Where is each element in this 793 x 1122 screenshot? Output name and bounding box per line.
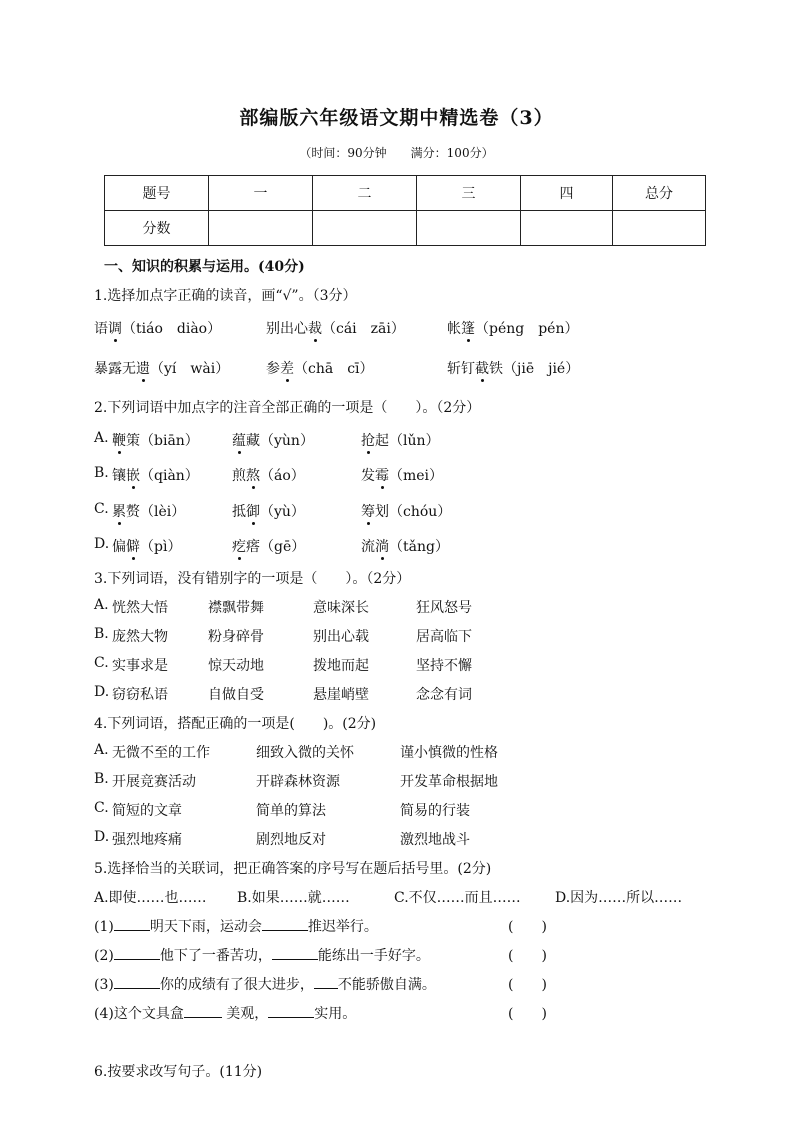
option-word: 狂风怒号 [416, 600, 472, 616]
q1-word-item [447, 318, 579, 338]
dotted-char: 御 [246, 504, 260, 520]
option-label: D. [94, 536, 110, 552]
dotted-char: 篷 [461, 321, 475, 337]
option-label: A. [94, 742, 109, 758]
question-3-stem: 3.下列词语，没有错别字的一项是（ ）。（2分） [94, 571, 411, 587]
score-cell[interactable] [313, 211, 417, 246]
option-label: A. [94, 597, 109, 613]
pinyin-options: （jiē jié） [503, 361, 580, 377]
exam-info: （时间：90分钟 满分：100分） [299, 146, 494, 160]
header-cell: 四 [521, 176, 613, 211]
score-table-header [105, 176, 706, 211]
option-word: 无微不至的工作 [112, 745, 210, 761]
header-cell: 三 [417, 176, 521, 211]
row-label: 分数 [105, 211, 209, 246]
option-word: 谨小慎微的性格 [400, 745, 498, 761]
score-cell[interactable] [613, 211, 706, 246]
option-label: D. [94, 684, 110, 700]
question-6-stem: 6.按要求改写句子。(11分) [94, 1064, 263, 1080]
word-text: 发 [361, 468, 375, 484]
option-word: 开发革命根据地 [400, 774, 498, 790]
conjunction-choice-d: D.因为……所以…… [555, 890, 683, 906]
answer-blank[interactable] [314, 974, 338, 989]
q1-word-item [94, 358, 229, 378]
header-cell: 题号 [105, 176, 209, 211]
item-number: (3) [94, 977, 114, 993]
answer-blank[interactable] [114, 974, 160, 989]
item-text: 实用。 [314, 1006, 357, 1022]
word-text: 藏 [246, 433, 260, 449]
pinyin-options: （biān） [140, 433, 199, 449]
pinyin-options: （gē） [260, 539, 306, 555]
option-word: 悬崖峭壁 [313, 687, 369, 703]
score-table [104, 175, 706, 246]
answer-blank[interactable] [114, 916, 150, 931]
dotted-char: 熬 [246, 468, 260, 484]
option-label: B. [94, 626, 109, 642]
option-word: 惊天动地 [208, 658, 264, 674]
fill-item-2 [94, 945, 430, 965]
item-text: 不能骄傲自满。 [337, 977, 436, 993]
option-word: 细致入微的关怀 [256, 745, 354, 761]
dotted-char: 蕴 [232, 433, 246, 449]
pinyin-options: （qiàn） [140, 468, 199, 484]
dotted-char: 筹 [361, 504, 375, 520]
option-word: 襟飘带舞 [208, 600, 264, 616]
word-text: 起 [375, 433, 389, 449]
pinyin-options: （tǎng） [389, 539, 449, 555]
pinyin-options: （yù） [260, 504, 305, 520]
q2-word-item [232, 501, 305, 521]
option-word: 开展竞赛活动 [112, 774, 196, 790]
conjunction-choice-a: A.即使……也…… [94, 890, 207, 906]
dotted-char: 僻 [126, 539, 140, 555]
answer-blank[interactable] [262, 916, 308, 931]
word-text: 偏 [112, 539, 126, 555]
question-5-stem: 5.选择恰当的关联词，把正确答案的序号写在题后括号里。(2分) [94, 861, 492, 877]
word-text: 镶 [112, 468, 126, 484]
answer-blank[interactable] [114, 945, 160, 960]
pinyin-options: （áo） [260, 468, 305, 484]
option-word: 实事求是 [112, 658, 168, 674]
item-number: (1) [94, 919, 114, 935]
dotted-char: 裁 [308, 321, 322, 337]
pinyin-options: （lèi） [140, 504, 186, 520]
word-text: 策 [126, 433, 140, 449]
q2-word-item [112, 465, 199, 485]
q2-word-item [361, 501, 451, 521]
dotted-char: 累 [112, 504, 126, 520]
word-text: 瘩 [246, 539, 260, 555]
q2-word-item [232, 536, 305, 556]
pinyin-options: （tiáo diào） [122, 321, 222, 337]
q2-word-item [112, 536, 181, 556]
option-word: 强烈地疼痛 [112, 832, 182, 848]
conjunction-choice-b: B.如果……就…… [237, 890, 350, 906]
option-word: 意味深长 [313, 600, 369, 616]
word-text: 斩钉 [447, 361, 475, 377]
word-text: 赘 [126, 504, 140, 520]
answer-paren[interactable]: ( ) [508, 948, 547, 964]
word-text: 语 [94, 321, 108, 337]
option-word: 拨地而起 [313, 658, 369, 674]
word-text: 暴露无 [94, 361, 136, 377]
fill-item-4 [94, 1003, 356, 1023]
item-text: 推迟举行。 [307, 919, 378, 935]
item-number: (4) [94, 1006, 114, 1022]
option-word: 简易的行装 [400, 803, 470, 819]
option-word: 居高临下 [416, 629, 472, 645]
dotted-char: 抢 [361, 433, 375, 449]
word-text: 参 [266, 361, 280, 377]
word-text: 划 [375, 504, 389, 520]
conjunction-choice-c: C.不仅……而且…… [394, 890, 521, 906]
pinyin-options: （chā cī） [294, 361, 374, 377]
q2-word-item [232, 465, 305, 485]
option-word: 简单的算法 [256, 803, 326, 819]
option-word: 坚持不懈 [416, 658, 472, 674]
option-word: 庞然大物 [112, 629, 168, 645]
question-2-stem: 2.下列词语中加点字的注音全部正确的一项是（ ）。（2分） [94, 400, 481, 416]
score-cell[interactable] [417, 211, 521, 246]
header-cell: 总分 [613, 176, 706, 211]
header-cell: 二 [313, 176, 417, 211]
pinyin-options: （cái zāi） [322, 321, 405, 337]
q1-word-item [266, 358, 374, 378]
word-text: 铁 [489, 361, 503, 377]
word-text: 流 [361, 539, 375, 555]
q2-word-item [112, 501, 185, 521]
answer-blank[interactable] [272, 945, 318, 960]
option-word: 开辟森林资源 [256, 774, 340, 790]
dotted-char: 鞭 [112, 433, 126, 449]
option-word: 激烈地战斗 [400, 832, 470, 848]
q1-word-item [266, 318, 405, 338]
word-text: 煎 [232, 468, 246, 484]
option-label: B. [94, 771, 109, 787]
answer-paren[interactable]: ( ) [508, 1006, 547, 1022]
pinyin-options: （chóu） [389, 504, 452, 520]
dotted-char: 淌 [375, 539, 389, 555]
q2-word-item [361, 430, 440, 450]
option-label: C. [94, 800, 109, 816]
dotted-char: 差 [280, 361, 294, 377]
fill-item-1 [94, 916, 378, 936]
dotted-char: 疙 [232, 539, 246, 555]
word-text: 别出心 [266, 321, 308, 337]
answer-blank[interactable] [268, 1003, 314, 1018]
option-word: 念念有词 [416, 687, 472, 703]
option-word: 粉身碎骨 [208, 629, 264, 645]
option-label: D. [94, 829, 110, 845]
option-word: 简短的文章 [112, 803, 182, 819]
option-word: 恍然大悟 [112, 600, 168, 616]
option-word: 自做自受 [208, 687, 264, 703]
word-text: 帐 [447, 321, 461, 337]
score-table-row [105, 211, 706, 246]
dotted-char: 遗 [136, 361, 150, 377]
question-4-stem: 4.下列词语，搭配正确的一项是( )。(2分) [94, 716, 377, 732]
option-word: 别出心载 [313, 629, 369, 645]
q1-word-item [447, 358, 579, 378]
option-label: C. [94, 655, 109, 671]
item-number: (2) [94, 948, 114, 964]
pinyin-options: （péng pén） [475, 321, 579, 337]
item-text: 你的成绩有了很大进步， [159, 977, 314, 993]
pinyin-options: （mei） [389, 468, 444, 484]
q2-word-item [112, 430, 199, 450]
item-text: 能练出一手好字。 [317, 948, 430, 964]
dotted-char: 调 [108, 321, 122, 337]
fill-item-3 [94, 974, 436, 994]
question-1-stem: 1.选择加点字正确的读音，画“√”。（3分） [94, 288, 357, 304]
answer-paren[interactable]: ( ) [508, 977, 547, 993]
item-text: 他下了一番苦功， [159, 948, 272, 964]
page-title: 部编版六年级语文期中精选卷（3） [239, 107, 554, 129]
q2-word-item [361, 465, 443, 485]
pinyin-options: （lǔn） [389, 433, 440, 449]
item-text: 美观， [226, 1006, 269, 1022]
item-text: 这个文具盒 [113, 1006, 184, 1022]
score-cell[interactable] [209, 211, 313, 246]
item-text: 明天下雨，运动会 [149, 919, 262, 935]
score-cell[interactable] [521, 211, 613, 246]
dotted-char: 嵌 [126, 468, 140, 484]
dotted-char: 霉 [375, 468, 389, 484]
answer-blank[interactable] [184, 1003, 222, 1018]
q2-word-item [232, 430, 314, 450]
word-text: 抵 [232, 504, 246, 520]
answer-paren[interactable]: ( ) [508, 919, 547, 935]
pinyin-options: （pì） [140, 539, 182, 555]
header-cell: 一 [209, 176, 313, 211]
section-1-heading: 一、知识的积累与运用。(40分) [104, 259, 305, 275]
pinyin-options: （yùn） [260, 433, 314, 449]
option-label: B. [94, 465, 109, 481]
dotted-char: 截 [475, 361, 489, 377]
option-word: 窃窃私语 [112, 687, 168, 703]
option-label: C. [94, 501, 109, 517]
q2-word-item [361, 536, 449, 556]
option-label: A. [94, 430, 109, 446]
q1-word-item [94, 318, 221, 338]
pinyin-options: （yí wài） [150, 361, 230, 377]
option-word: 剧烈地反对 [256, 832, 326, 848]
